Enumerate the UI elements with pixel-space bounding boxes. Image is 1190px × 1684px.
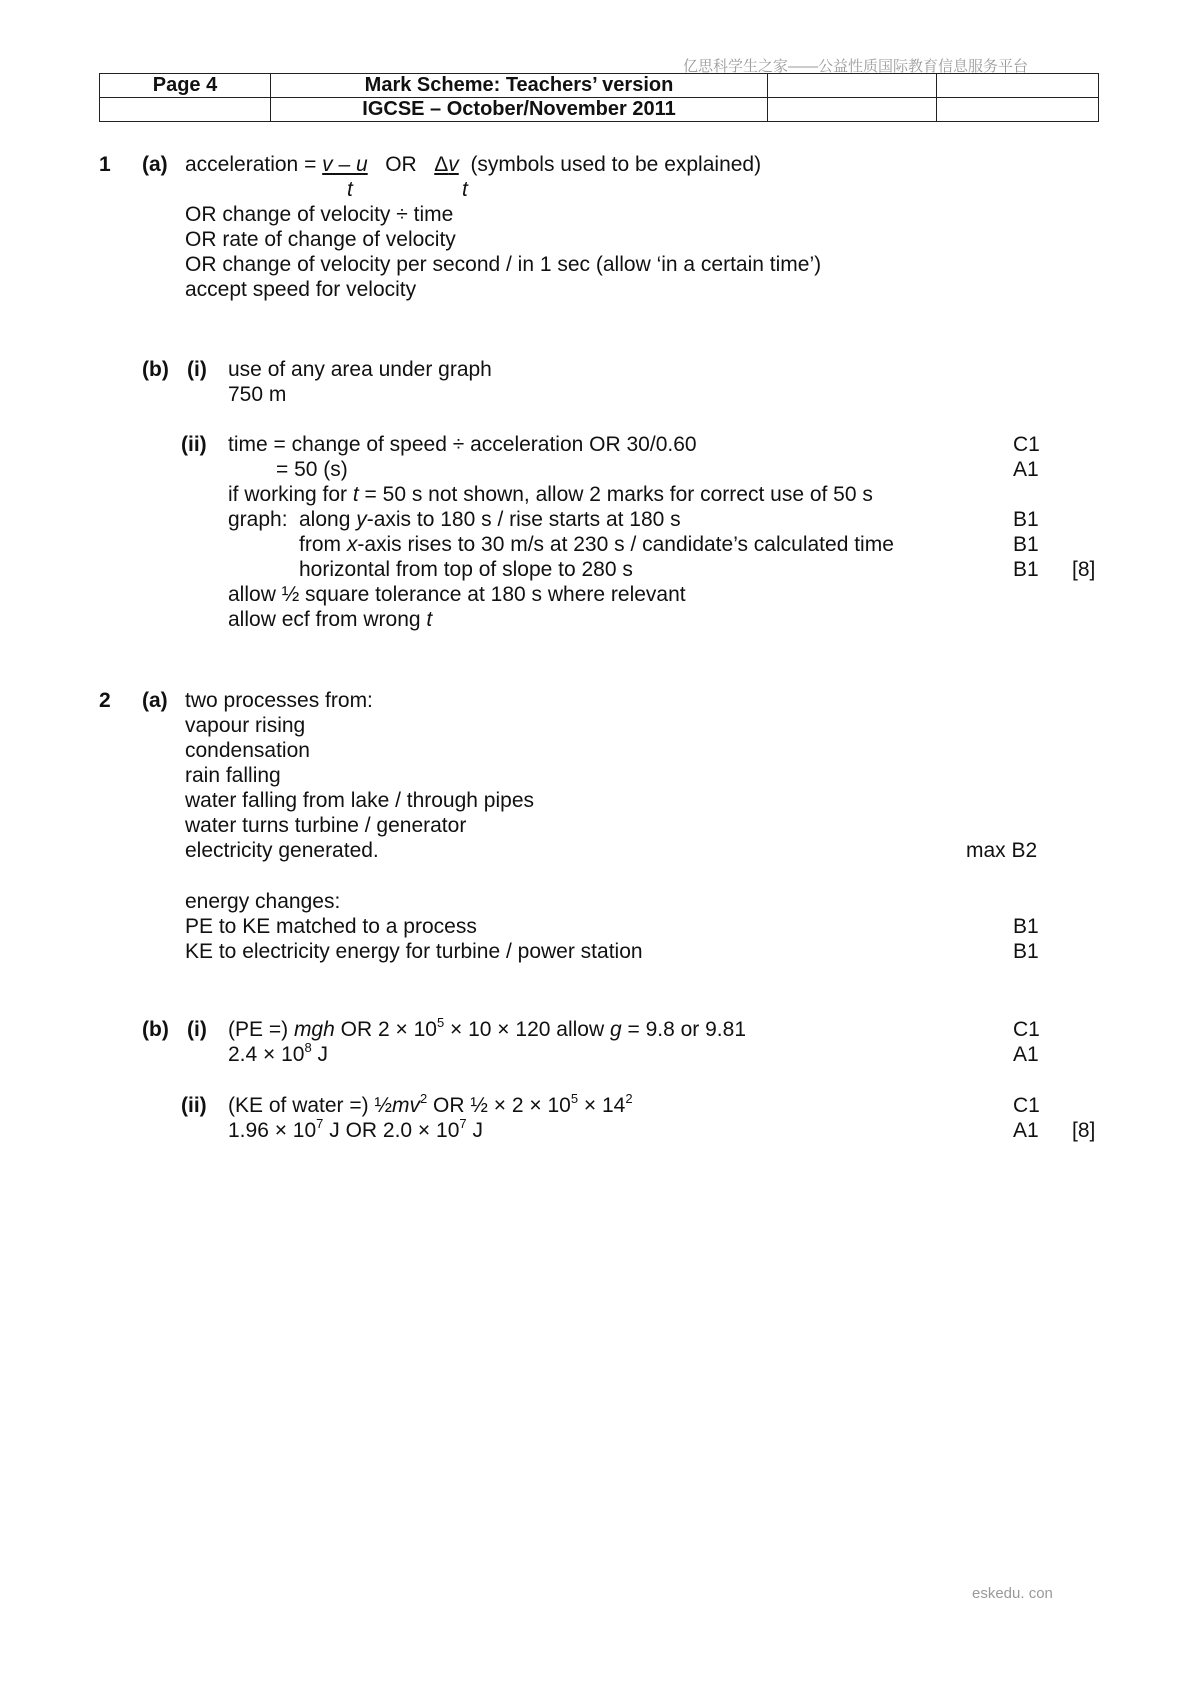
mark: A1 — [1013, 1119, 1039, 1142]
q1b-ii-graph-label: graph: — [228, 508, 288, 531]
mark: C1 — [1013, 433, 1040, 456]
q1b-ii-line: = 50 (s) — [276, 458, 348, 481]
q1b-ii-graph-line: horizontal from top of slope to 280 s — [299, 558, 633, 581]
q2a-process: water turns turbine / generator — [185, 814, 467, 837]
q1b-i-label: (i) — [187, 358, 207, 381]
mark: B1 — [1013, 940, 1039, 963]
mark: max B2 — [966, 839, 1038, 862]
q2b-i-line: (PE =) mgh OR $2 \times 10^5 \times 10 \times 120$ allow g = 9.8 or 9.81 — [228, 1015, 746, 1041]
header-empty-cell — [100, 98, 271, 122]
mark: B1 — [1013, 508, 1039, 531]
q2a-energy-intro: energy changes: — [185, 890, 341, 913]
mark: A1 — [1013, 1043, 1039, 1066]
q2a-energy-line: KE to electricity energy for turbine / power station — [185, 940, 643, 963]
q1a-definition: acceleration = v – u OR Δv (symbols used to be explained) — [185, 153, 762, 176]
q1b-ii-line: time = change of speed ÷ acceleration OR 30/0.60 — [228, 433, 697, 456]
q2a-energy-line: PE to KE matched to a process — [185, 915, 477, 938]
header-empty-cell — [768, 74, 937, 98]
q1b-ii-graph-line: along y-axis to 180 s / rise starts at 180 s — [299, 508, 681, 531]
q1b-i-line: use of any area under graph — [228, 358, 492, 381]
exam-session: IGCSE – October/November 2011 — [271, 98, 768, 122]
header-empty-cell — [768, 98, 937, 122]
fraction-numerator: v – u — [322, 153, 368, 176]
q2a-intro: two processes from: — [185, 689, 373, 712]
q2a-process: water falling from lake / through pipes — [185, 789, 535, 812]
fraction-denominator-1: t — [347, 178, 353, 201]
mark: C1 — [1013, 1094, 1040, 1117]
q1a-line: accept speed for velocity — [185, 278, 417, 301]
fraction-denominator-2: t — [462, 178, 468, 201]
question-2-number: 2 — [99, 689, 111, 712]
mark: C1 — [1013, 1018, 1040, 1041]
document-title: Mark Scheme: Teachers’ version — [271, 74, 768, 98]
question-total: [8] — [1072, 1119, 1096, 1142]
mark: A1 — [1013, 458, 1039, 481]
q2b-i-answer: $2.4 \times 10^8$ J — [228, 1040, 329, 1066]
q1-part-a-label: (a) — [142, 153, 168, 176]
q1b-ii-line: allow ½ square tolerance at 180 s where relevant — [228, 583, 686, 606]
q2b-i-label: (i) — [187, 1018, 207, 1041]
q1b-ii-label: (ii) — [181, 433, 207, 456]
header-table — [99, 73, 1099, 122]
q1b-ii-line: allow ecf from wrong t — [228, 608, 433, 631]
footer-watermark: eskedu. con — [972, 1585, 1053, 1602]
q2a-process: condensation — [185, 739, 310, 762]
question-total: [8] — [1072, 558, 1096, 581]
mark: B1 — [1013, 533, 1039, 556]
header-empty-cell — [937, 98, 1099, 122]
q2b-ii-answer: $1.96 \times 10^7$ J OR $2.0 \times 10^7$ J — [228, 1116, 483, 1142]
watermark: 亿思科学生之家——公益性质国际教育信息服务平台 — [683, 58, 1029, 75]
question-1-number: 1 — [99, 153, 111, 176]
page-number: Page 4 — [100, 74, 271, 98]
q1a-line: OR change of velocity per second / in 1 sec (allow ‘in a certain time’) — [185, 253, 822, 276]
q2a-process: vapour rising — [185, 714, 306, 737]
q2-part-b-label: (b) — [142, 1018, 169, 1041]
q1a-line: OR rate of change of velocity — [185, 228, 456, 251]
q2a-process: electricity generated. — [185, 839, 379, 862]
mark: B1 — [1013, 915, 1039, 938]
q1a-line: OR change of velocity ÷ time — [185, 203, 454, 226]
q1b-ii-graph-line: from x-axis rises to 30 m/s at 230 s / candidate’s calculated time — [299, 533, 894, 556]
mark: B1 — [1013, 558, 1039, 581]
q2a-process: rain falling — [185, 764, 281, 787]
q2b-ii-line: (KE of water =) $\frac{1}{2}mv^2$ OR ½ × $2 \times 10^5 \times 14^2$ — [228, 1091, 633, 1117]
q1b-i-answer: 750 m — [228, 383, 287, 406]
q1b-ii-line: if working for t = 50 s not shown, allow 2 marks for correct use of 50 s — [228, 483, 873, 506]
header-empty-cell — [937, 74, 1099, 98]
q1-part-b-label: (b) — [142, 358, 169, 381]
q2-part-a-label: (a) — [142, 689, 168, 712]
q2b-ii-label: (ii) — [181, 1094, 207, 1117]
